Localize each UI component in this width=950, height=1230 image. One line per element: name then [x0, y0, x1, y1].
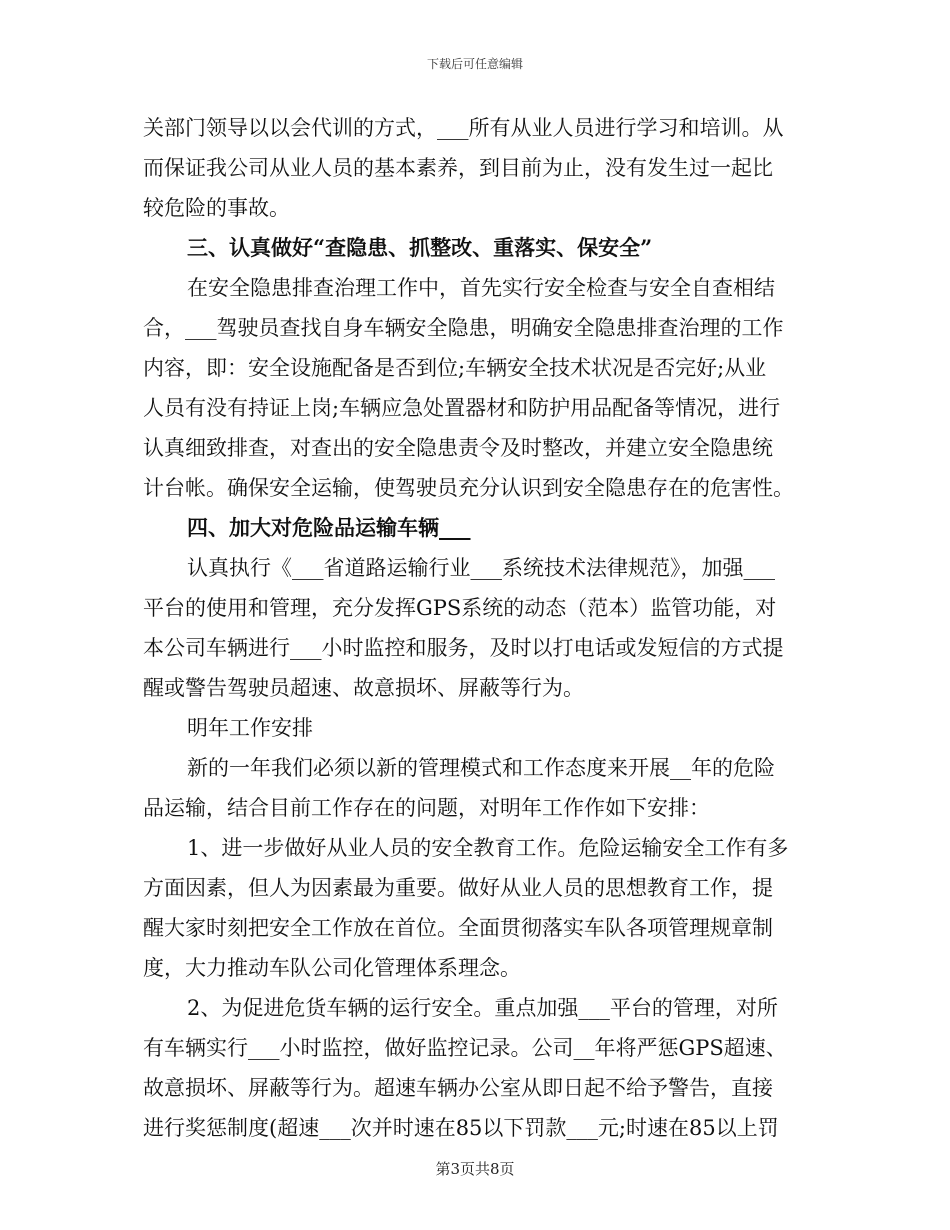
- section-heading-line: 四、加大对危险品运输车辆___: [187, 515, 471, 540]
- paragraph-line: 平台的使用和管理，充分发挥GPS系统的动态（范本）监管功能，对: [143, 596, 777, 620]
- paragraph-line: 计台帐。确保安全运输，使驾驶员充分认识到安全隐患存在的危害性。: [143, 476, 794, 500]
- page-header-note: 下载后可任意编辑: [426, 57, 523, 71]
- paragraph-line: 2、为促进危货车辆的运行安全。重点加强___平台的管理，对所: [187, 996, 778, 1020]
- section-heading-line: 三、认真做好“查隐患、抓整改、重落实、保安全”: [187, 235, 653, 260]
- paragraph-line: 内容，即：安全设施配备是否到位;车辆安全技术状况是否完好;从业: [143, 356, 767, 380]
- paragraph-line: 方面因素，但人为因素最为重要。做好从业人员的思想教育工作，提: [143, 876, 773, 900]
- paragraph-line: 醒大家时刻把安全工作放在首位。全面贯彻落实车队各项管理规章制: [143, 916, 773, 940]
- paragraph-line: 较危险的事故。: [143, 196, 290, 220]
- paragraph-line: 合，___驾驶员查找自身车辆安全隐患，明确安全隐患排查治理的工作: [143, 316, 784, 340]
- paragraph-line: 新的一年我们必须以新的管理模式和工作态度来开展__年的危险: [187, 756, 775, 780]
- paragraph-line: 而保证我公司从业人员的基本素养，到目前为止，没有发生过一起比: [143, 156, 773, 180]
- paragraph-line: 1、进一步做好从业人员的安全教育工作。危险运输安全工作有多: [187, 836, 789, 860]
- paragraph-line: 本公司车辆进行___小时监控和服务，及时以打电话或发短信的方式提: [143, 636, 784, 660]
- document-body: [143, 108, 813, 1148]
- paragraph-line: 在安全隐患排查治理工作中，首先实行安全检查与安全自查相结: [187, 276, 775, 300]
- paragraph-line: 品运输，结合目前工作存在的问题，对明年工作作如下安排：: [143, 796, 710, 820]
- paragraph-line: 认真细致排查，对查出的安全隐患责令及时整改，并建立安全隐患统: [143, 436, 773, 460]
- paragraph-line: 醒或警告驾驶员超速、故意损坏、屏蔽等行为。: [143, 676, 584, 700]
- paragraph-line: 度，大力推动车队公司化管理体系理念。: [143, 956, 521, 980]
- paragraph-line: 认真执行《___省道路运输行业___系统技术法律规范》，加强___: [187, 556, 775, 580]
- paragraph-line: 明年工作安排: [187, 716, 313, 740]
- paragraph-line: 故意损坏、屏蔽等行为。超速车辆办公室从即日起不给予警告，直接: [143, 1076, 773, 1100]
- page-number: 第3页共8页: [435, 1160, 515, 1178]
- paragraph-line: 有车辆实行___小时监控，做好监控记录。公司__年将严惩GPS超速、: [143, 1036, 787, 1060]
- paragraph-line: 关部门领导以以会代训的方式，___所有从业人员进行学习和培训。从: [143, 116, 784, 140]
- paragraph-line: 进行奖惩制度(超速___次并时速在85以下罚款___元;时速在85以上罚: [143, 1116, 779, 1140]
- paragraph-line: 人员有没有持证上岗;车辆应急处置器材和防护用品配备等情况，进行: [143, 396, 781, 420]
